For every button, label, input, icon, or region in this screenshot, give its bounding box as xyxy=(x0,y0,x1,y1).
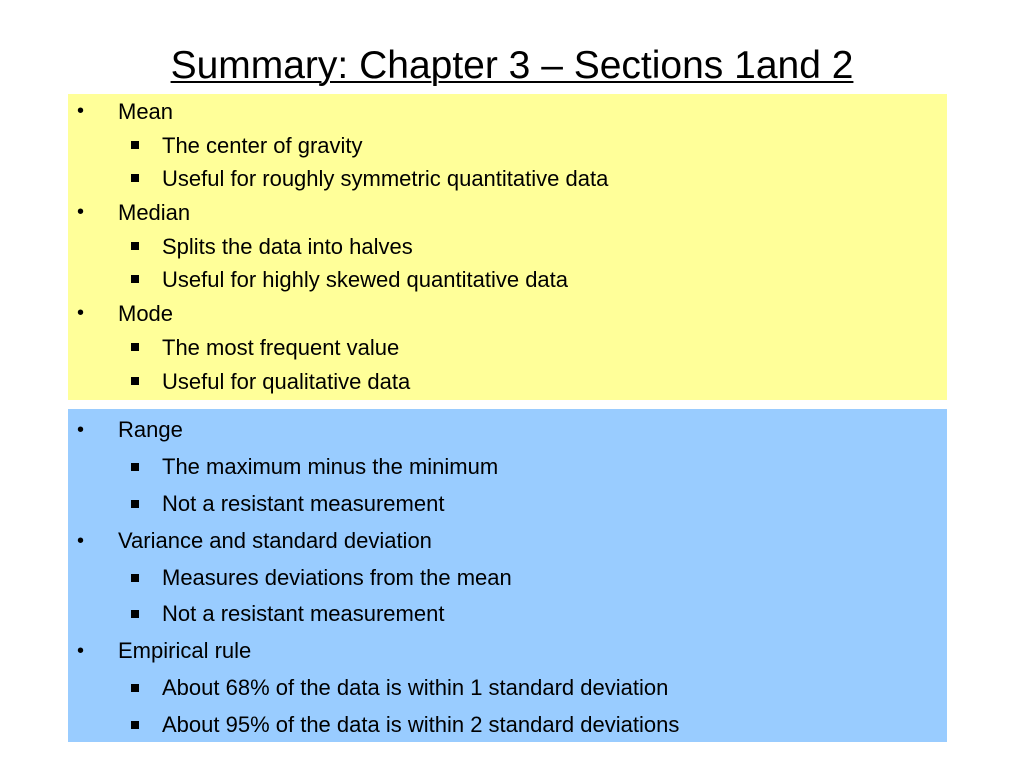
center-measures-box xyxy=(68,94,947,400)
sub-bullet-item xyxy=(68,129,947,163)
sub-bullet-item xyxy=(68,365,947,399)
bullet-text: Range xyxy=(118,417,183,442)
bullet-item xyxy=(68,95,947,129)
square-bullet-icon xyxy=(131,141,139,149)
sub-bullet-item xyxy=(68,449,947,486)
bullet-text: The most frequent value xyxy=(162,334,400,360)
round-bullet-icon: • xyxy=(77,419,85,441)
bullet-text: About 68% of the data is within 1 standard deviation xyxy=(162,675,669,701)
round-bullet-icon: • xyxy=(77,201,85,224)
round-bullet-icon: • xyxy=(77,529,85,552)
square-bullet-icon xyxy=(131,500,139,508)
bullet-text: Mode xyxy=(118,301,174,327)
square-bullet-icon xyxy=(131,275,139,283)
sub-bullet-item xyxy=(68,560,947,597)
sub-bullet-item xyxy=(68,707,947,744)
sub-bullet-item xyxy=(68,596,947,633)
bullet-text: The center of gravity xyxy=(162,132,363,158)
bullet-text: Not a resistant measurement xyxy=(162,601,445,627)
round-bullet-icon: • xyxy=(77,100,85,122)
bullet-item xyxy=(68,412,947,449)
sub-bullet-item xyxy=(68,162,947,196)
bullet-text: Measures deviations from the mean xyxy=(162,564,512,590)
spread-measures-list xyxy=(68,409,947,744)
spread-measures-box xyxy=(68,409,947,742)
bullet-item xyxy=(68,633,947,670)
bullet-item xyxy=(68,523,947,560)
bullet-text: Empirical rule xyxy=(118,638,252,664)
center-measures-list xyxy=(68,94,947,398)
round-bullet-icon: • xyxy=(77,640,85,663)
square-bullet-icon xyxy=(131,242,139,250)
bullet-text: Mean xyxy=(118,99,174,124)
sub-bullet-item xyxy=(68,670,947,707)
bullet-text: Useful for highly skewed quantitative data xyxy=(162,267,569,293)
bullet-text: Median xyxy=(118,200,191,226)
bullet-item xyxy=(68,196,947,230)
bullet-text: Splits the data into halves xyxy=(162,233,413,259)
square-bullet-icon xyxy=(131,463,139,471)
round-bullet-icon: • xyxy=(77,302,85,325)
square-bullet-icon xyxy=(131,610,139,618)
square-bullet-icon xyxy=(131,174,139,182)
bullet-text: Not a resistant measurement xyxy=(162,490,445,516)
bullet-text: The maximum minus the minimum xyxy=(162,453,499,479)
sub-bullet-item xyxy=(68,331,947,365)
square-bullet-icon xyxy=(131,377,139,385)
square-bullet-icon xyxy=(131,343,139,351)
sub-bullet-item xyxy=(68,230,947,264)
bullet-item xyxy=(68,297,947,331)
bullet-text: About 95% of the data is within 2 standard deviations xyxy=(162,712,680,738)
bullet-text: Useful for roughly symmetric quantitative data xyxy=(162,166,609,192)
slide-title: Summary: Chapter 3 – Sections 1and 2 xyxy=(170,44,854,87)
square-bullet-icon xyxy=(131,574,139,582)
bullet-text: Variance and standard deviation xyxy=(118,527,432,553)
square-bullet-icon xyxy=(131,684,139,692)
sub-bullet-item xyxy=(68,486,947,523)
sub-bullet-item xyxy=(68,263,947,297)
bullet-text: Useful for qualitative data xyxy=(162,368,411,394)
square-bullet-icon xyxy=(131,721,139,729)
